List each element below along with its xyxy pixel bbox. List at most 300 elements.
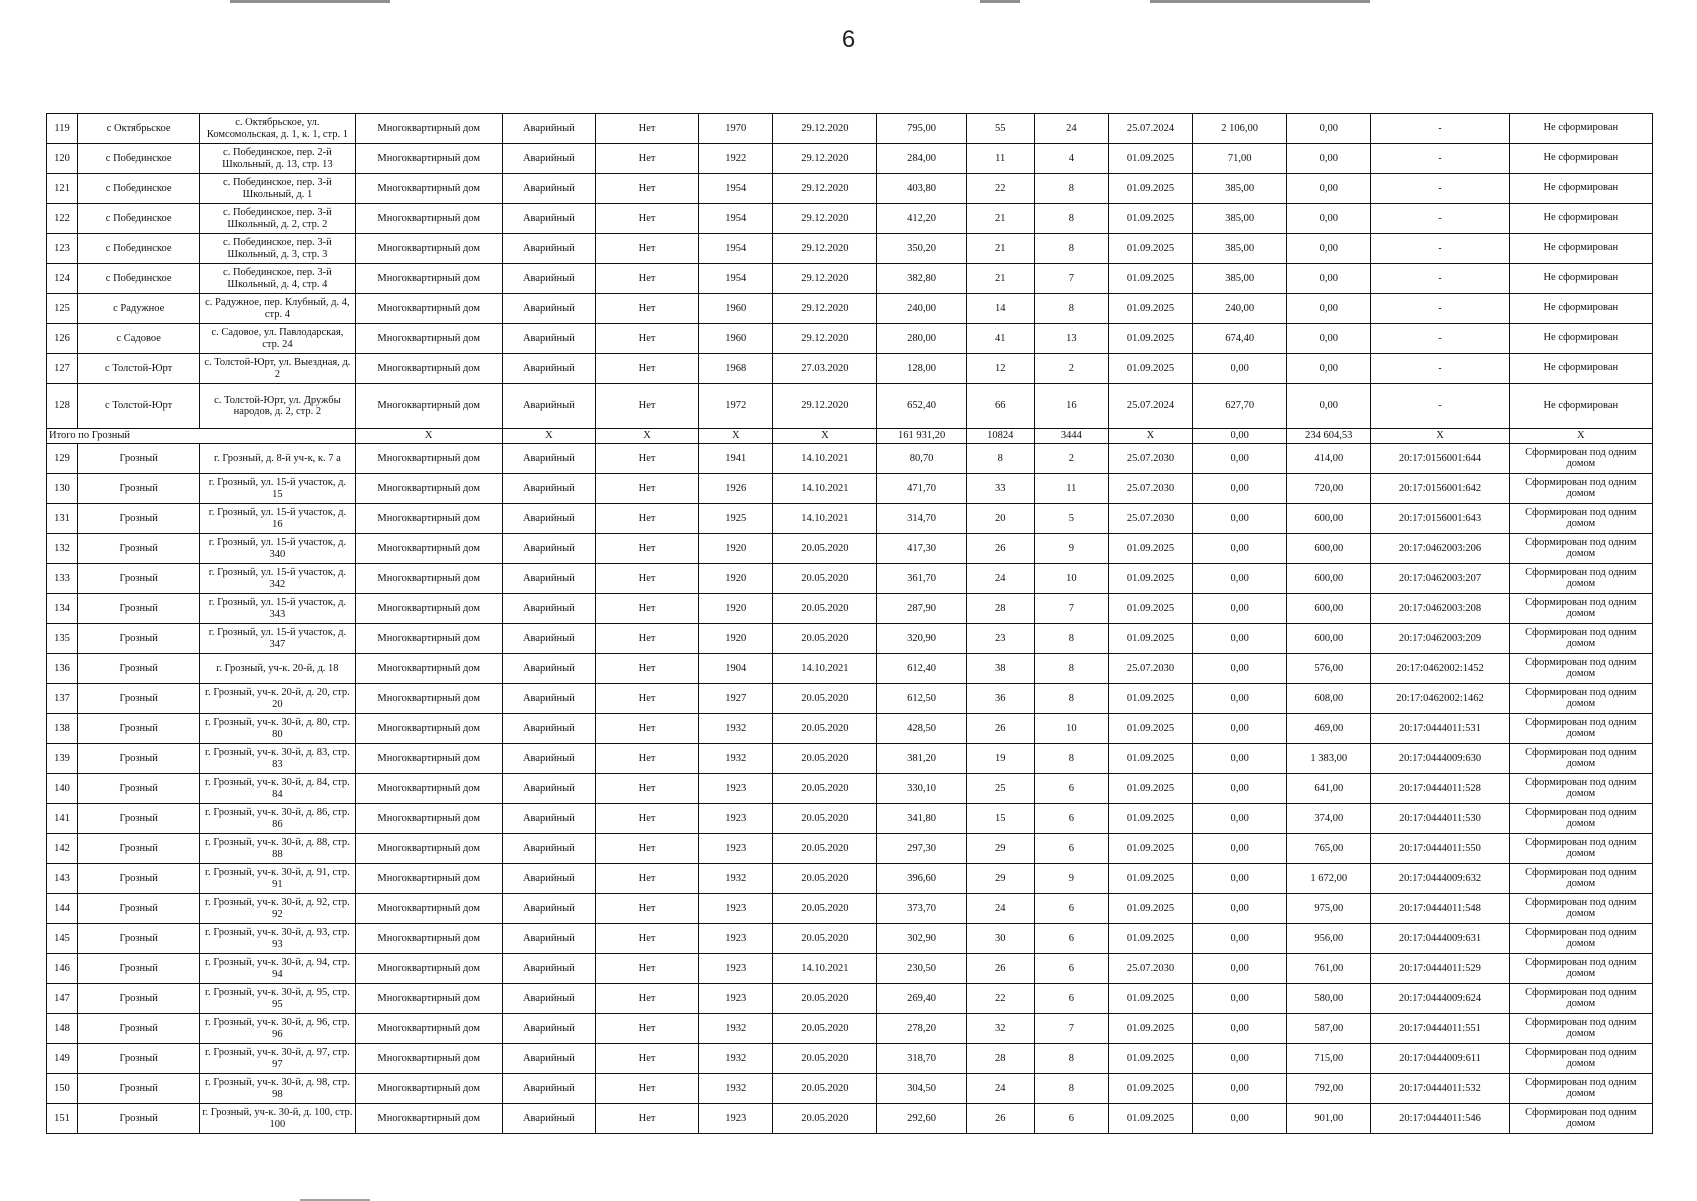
cell-building-type: Многоквартирный дом xyxy=(355,564,502,594)
cell-recognition-date: 29.12.2020 xyxy=(773,174,877,204)
cell-recognition-date: 20.05.2020 xyxy=(773,1044,877,1074)
cell-residents: 38 xyxy=(966,654,1034,684)
cell-relocation-date: 01.09.2025 xyxy=(1108,1044,1192,1074)
cell-residents: 8 xyxy=(966,444,1034,474)
cell-relocation-date: 01.09.2025 xyxy=(1108,1104,1192,1134)
cell-rooms: 6 xyxy=(1034,804,1108,834)
table-row xyxy=(47,864,1653,894)
cell-relocation-date: 01.09.2025 xyxy=(1108,714,1192,744)
total-cell: X xyxy=(699,429,773,444)
cell-condition: Аварийный xyxy=(502,114,595,144)
cell-residents: 11 xyxy=(966,144,1034,174)
cell-building-type: Многоквартирный дом xyxy=(355,984,502,1014)
cell-year-built: 1954 xyxy=(699,234,773,264)
table-row xyxy=(47,1074,1653,1104)
cell-land-status: Сформирован под одним домом xyxy=(1509,1044,1652,1074)
cell-rooms: 6 xyxy=(1034,834,1108,864)
cell-row-number: 128 xyxy=(47,384,78,429)
cell-total-area: 330,10 xyxy=(877,774,966,804)
cell-land-area: 469,00 xyxy=(1287,714,1371,744)
cell-total-area: 396,60 xyxy=(877,864,966,894)
table-row xyxy=(47,384,1653,429)
cell-building-type: Многоквартирный дом xyxy=(355,594,502,624)
cell-cadastral-number: 20:17:0444009:611 xyxy=(1371,1044,1509,1074)
cell-rooms: 8 xyxy=(1034,654,1108,684)
cell-cadastral-number: - xyxy=(1371,204,1509,234)
cell-year-built: 1922 xyxy=(699,144,773,174)
cell-cultural-heritage: Нет xyxy=(595,624,698,654)
cell-building-type: Многоквартирный дом xyxy=(355,774,502,804)
cell-area-value: 385,00 xyxy=(1193,264,1287,294)
table-row xyxy=(47,1104,1653,1134)
cell-year-built: 1932 xyxy=(699,744,773,774)
cell-cadastral-number: 20:17:0444011:546 xyxy=(1371,1104,1509,1134)
cell-year-built: 1920 xyxy=(699,534,773,564)
cell-residents: 41 xyxy=(966,324,1034,354)
cell-recognition-date: 29.12.2020 xyxy=(773,114,877,144)
cell-year-built: 1954 xyxy=(699,264,773,294)
cell-relocation-date: 01.09.2025 xyxy=(1108,864,1192,894)
cell-condition: Аварийный xyxy=(502,594,595,624)
table-body-after-total xyxy=(47,444,1653,1134)
cell-year-built: 1904 xyxy=(699,654,773,684)
cell-building-type: Многоквартирный дом xyxy=(355,744,502,774)
cell-area-value: 0,00 xyxy=(1193,774,1287,804)
cell-row-number: 132 xyxy=(47,534,78,564)
cell-relocation-date: 01.09.2025 xyxy=(1108,324,1192,354)
cell-area-value: 674,40 xyxy=(1193,324,1287,354)
cell-total-area: 471,70 xyxy=(877,474,966,504)
cell-residents: 55 xyxy=(966,114,1034,144)
cell-recognition-date: 29.12.2020 xyxy=(773,234,877,264)
total-cell: X xyxy=(1509,429,1652,444)
cell-residents: 29 xyxy=(966,834,1034,864)
cell-total-area: 292,60 xyxy=(877,1104,966,1134)
cell-land-area: 956,00 xyxy=(1287,924,1371,954)
cell-land-status: Сформирован под одним домом xyxy=(1509,534,1652,564)
cell-recognition-date: 29.12.2020 xyxy=(773,324,877,354)
cell-recognition-date: 20.05.2020 xyxy=(773,564,877,594)
cell-rooms: 10 xyxy=(1034,564,1108,594)
cell-land-area: 600,00 xyxy=(1287,594,1371,624)
cell-building-type: Многоквартирный дом xyxy=(355,864,502,894)
table-row xyxy=(47,444,1653,474)
cell-area-value: 385,00 xyxy=(1193,204,1287,234)
cell-cultural-heritage: Нет xyxy=(595,984,698,1014)
cell-building-type: Многоквартирный дом xyxy=(355,1014,502,1044)
cell-address: г. Грозный, уч-к. 30-й, д. 100, стр. 100 xyxy=(200,1104,355,1134)
cell-cultural-heritage: Нет xyxy=(595,234,698,264)
cell-address: с. Побединское, пер. 3-й Школьный, д. 3, стр. 3 xyxy=(200,234,355,264)
cell-row-number: 133 xyxy=(47,564,78,594)
cell-building-type: Многоквартирный дом xyxy=(355,174,502,204)
cell-relocation-date: 25.07.2030 xyxy=(1108,654,1192,684)
cell-condition: Аварийный xyxy=(502,354,595,384)
table-row xyxy=(47,324,1653,354)
cell-cultural-heritage: Нет xyxy=(595,1104,698,1134)
cell-row-number: 149 xyxy=(47,1044,78,1074)
cell-settlement: с Садовое xyxy=(78,324,200,354)
cell-total-area: 302,90 xyxy=(877,924,966,954)
cell-rooms: 2 xyxy=(1034,444,1108,474)
cell-year-built: 1920 xyxy=(699,624,773,654)
cell-address: г. Грозный, уч-к. 30-й, д. 83, стр. 83 xyxy=(200,744,355,774)
cell-cultural-heritage: Нет xyxy=(595,894,698,924)
cell-total-area: 652,40 xyxy=(877,384,966,429)
cell-address: г. Грозный, уч-к. 30-й, д. 96, стр. 96 xyxy=(200,1014,355,1044)
cell-area-value: 385,00 xyxy=(1193,234,1287,264)
cell-settlement: с Побединское xyxy=(78,204,200,234)
cell-condition: Аварийный xyxy=(502,714,595,744)
cell-row-number: 138 xyxy=(47,714,78,744)
cell-cadastral-number: 20:17:0444011:531 xyxy=(1371,714,1509,744)
cell-rooms: 8 xyxy=(1034,204,1108,234)
cell-land-status: Не сформирован xyxy=(1509,144,1652,174)
cell-rooms: 7 xyxy=(1034,264,1108,294)
cell-settlement: Грозный xyxy=(78,954,200,984)
cell-cadastral-number: 20:17:0462003:209 xyxy=(1371,624,1509,654)
cell-condition: Аварийный xyxy=(502,924,595,954)
cell-row-number: 150 xyxy=(47,1074,78,1104)
total-label: Итого по Грозный xyxy=(47,429,356,444)
cell-residents: 26 xyxy=(966,1104,1034,1134)
cell-settlement: Грозный xyxy=(78,504,200,534)
cell-condition: Аварийный xyxy=(502,1044,595,1074)
cell-cadastral-number: 20:17:0444011:530 xyxy=(1371,804,1509,834)
cell-area-value: 0,00 xyxy=(1193,504,1287,534)
cell-relocation-date: 01.09.2025 xyxy=(1108,1074,1192,1104)
cell-rooms: 6 xyxy=(1034,894,1108,924)
cell-address: г. Грозный, уч-к. 30-й, д. 91, стр. 91 xyxy=(200,864,355,894)
cell-total-area: 269,40 xyxy=(877,984,966,1014)
table-row xyxy=(47,984,1653,1014)
cell-residents: 33 xyxy=(966,474,1034,504)
cell-rooms: 2 xyxy=(1034,354,1108,384)
cell-settlement: Грозный xyxy=(78,864,200,894)
cell-year-built: 1932 xyxy=(699,1014,773,1044)
cell-settlement: Грозный xyxy=(78,834,200,864)
cell-year-built: 1923 xyxy=(699,984,773,1014)
cell-year-built: 1920 xyxy=(699,594,773,624)
cell-total-area: 417,30 xyxy=(877,534,966,564)
cell-condition: Аварийный xyxy=(502,864,595,894)
cell-cultural-heritage: Нет xyxy=(595,324,698,354)
cell-rooms: 6 xyxy=(1034,1104,1108,1134)
cell-relocation-date: 01.09.2025 xyxy=(1108,264,1192,294)
cell-row-number: 134 xyxy=(47,594,78,624)
cell-relocation-date: 01.09.2025 xyxy=(1108,534,1192,564)
cell-relocation-date: 25.07.2024 xyxy=(1108,114,1192,144)
table-row xyxy=(47,954,1653,984)
table-row xyxy=(47,534,1653,564)
cell-condition: Аварийный xyxy=(502,204,595,234)
cell-land-status: Сформирован под одним домом xyxy=(1509,474,1652,504)
cell-residents: 21 xyxy=(966,234,1034,264)
table-row xyxy=(47,714,1653,744)
cell-cultural-heritage: Нет xyxy=(595,1014,698,1044)
cell-cadastral-number: 20:17:0444009:631 xyxy=(1371,924,1509,954)
cell-settlement: Грозный xyxy=(78,924,200,954)
cell-year-built: 1932 xyxy=(699,1074,773,1104)
cell-recognition-date: 20.05.2020 xyxy=(773,684,877,714)
cell-address: г. Грозный, ул. 15-й участок, д. 340 xyxy=(200,534,355,564)
cell-area-value: 0,00 xyxy=(1193,1014,1287,1044)
cell-cadastral-number: 20:17:0444009:630 xyxy=(1371,744,1509,774)
cell-land-area: 0,00 xyxy=(1287,294,1371,324)
cell-total-area: 320,90 xyxy=(877,624,966,654)
cell-building-type: Многоквартирный дом xyxy=(355,474,502,504)
cell-address: г. Грозный, уч-к. 20-й, д. 18 xyxy=(200,654,355,684)
cell-building-type: Многоквартирный дом xyxy=(355,294,502,324)
table-row xyxy=(47,774,1653,804)
cell-cadastral-number: 20:17:0444011:548 xyxy=(1371,894,1509,924)
table-row xyxy=(47,294,1653,324)
cell-rooms: 10 xyxy=(1034,714,1108,744)
cell-row-number: 145 xyxy=(47,924,78,954)
cell-year-built: 1923 xyxy=(699,1104,773,1134)
cell-land-area: 576,00 xyxy=(1287,654,1371,684)
cell-building-type: Многоквартирный дом xyxy=(355,624,502,654)
cell-recognition-date: 20.05.2020 xyxy=(773,744,877,774)
cell-row-number: 140 xyxy=(47,774,78,804)
cell-settlement: с Толстой-Юрт xyxy=(78,384,200,429)
cell-area-value: 627,70 xyxy=(1193,384,1287,429)
cell-cadastral-number: - xyxy=(1371,324,1509,354)
cell-relocation-date: 01.09.2025 xyxy=(1108,924,1192,954)
cell-cadastral-number: - xyxy=(1371,264,1509,294)
cell-cultural-heritage: Нет xyxy=(595,744,698,774)
cell-condition: Аварийный xyxy=(502,834,595,864)
cell-land-status: Сформирован под одним домом xyxy=(1509,654,1652,684)
cell-recognition-date: 20.05.2020 xyxy=(773,1104,877,1134)
table-row xyxy=(47,804,1653,834)
cell-land-area: 0,00 xyxy=(1287,204,1371,234)
table-row xyxy=(47,564,1653,594)
cell-area-value: 240,00 xyxy=(1193,294,1287,324)
cell-area-value: 0,00 xyxy=(1193,444,1287,474)
cell-residents: 19 xyxy=(966,744,1034,774)
cell-land-status: Сформирован под одним домом xyxy=(1509,684,1652,714)
cell-residents: 21 xyxy=(966,264,1034,294)
cell-settlement: Грозный xyxy=(78,684,200,714)
cell-area-value: 385,00 xyxy=(1193,174,1287,204)
cell-address: с. Побединское, пер. 2-й Школьный, д. 13, стр. 13 xyxy=(200,144,355,174)
cell-settlement: с Радужное xyxy=(78,294,200,324)
cell-land-area: 0,00 xyxy=(1287,264,1371,294)
cell-relocation-date: 25.07.2030 xyxy=(1108,444,1192,474)
cell-area-value: 0,00 xyxy=(1193,474,1287,504)
cell-cultural-heritage: Нет xyxy=(595,444,698,474)
cell-year-built: 1923 xyxy=(699,954,773,984)
cell-rooms: 8 xyxy=(1034,174,1108,204)
cell-relocation-date: 25.07.2030 xyxy=(1108,954,1192,984)
cell-recognition-date: 29.12.2020 xyxy=(773,264,877,294)
cell-condition: Аварийный xyxy=(502,474,595,504)
cell-recognition-date: 20.05.2020 xyxy=(773,624,877,654)
cell-land-status: Сформирован под одним домом xyxy=(1509,864,1652,894)
cell-relocation-date: 01.09.2025 xyxy=(1108,594,1192,624)
cell-condition: Аварийный xyxy=(502,1014,595,1044)
cell-area-value: 0,00 xyxy=(1193,894,1287,924)
cell-settlement: Грозный xyxy=(78,744,200,774)
cell-rooms: 5 xyxy=(1034,504,1108,534)
cell-land-status: Не сформирован xyxy=(1509,174,1652,204)
cell-year-built: 1960 xyxy=(699,324,773,354)
cell-address: г. Грозный, ул. 15-й участок, д. 342 xyxy=(200,564,355,594)
cell-land-area: 600,00 xyxy=(1287,564,1371,594)
table-row xyxy=(47,114,1653,144)
cell-cultural-heritage: Нет xyxy=(595,924,698,954)
cell-condition: Аварийный xyxy=(502,1074,595,1104)
cell-recognition-date: 20.05.2020 xyxy=(773,774,877,804)
cell-total-area: 612,40 xyxy=(877,654,966,684)
cell-land-status: Сформирован под одним домом xyxy=(1509,714,1652,744)
cell-cultural-heritage: Нет xyxy=(595,264,698,294)
total-row-group xyxy=(47,429,1653,444)
cell-rooms: 4 xyxy=(1034,144,1108,174)
cell-settlement: с Побединское xyxy=(78,234,200,264)
cell-recognition-date: 20.05.2020 xyxy=(773,594,877,624)
cell-recognition-date: 20.05.2020 xyxy=(773,804,877,834)
cell-row-number: 123 xyxy=(47,234,78,264)
cell-condition: Аварийный xyxy=(502,294,595,324)
table-row xyxy=(47,144,1653,174)
table-row xyxy=(47,474,1653,504)
cell-land-area: 580,00 xyxy=(1287,984,1371,1014)
cell-total-area: 280,00 xyxy=(877,324,966,354)
cell-cultural-heritage: Нет xyxy=(595,1044,698,1074)
cell-address: с. Побединское, пер. 3-й Школьный, д. 2, стр. 2 xyxy=(200,204,355,234)
cell-settlement: Грозный xyxy=(78,624,200,654)
cell-year-built: 1954 xyxy=(699,174,773,204)
cell-recognition-date: 20.05.2020 xyxy=(773,834,877,864)
cell-building-type: Многоквартирный дом xyxy=(355,264,502,294)
cell-rooms: 8 xyxy=(1034,684,1108,714)
cell-building-type: Многоквартирный дом xyxy=(355,444,502,474)
cell-condition: Аварийный xyxy=(502,564,595,594)
cell-building-type: Многоквартирный дом xyxy=(355,1074,502,1104)
cell-land-status: Сформирован под одним домом xyxy=(1509,744,1652,774)
cell-relocation-date: 01.09.2025 xyxy=(1108,204,1192,234)
cell-row-number: 130 xyxy=(47,474,78,504)
cell-cadastral-number: - xyxy=(1371,144,1509,174)
cell-building-type: Многоквартирный дом xyxy=(355,504,502,534)
cell-recognition-date: 14.10.2021 xyxy=(773,954,877,984)
page-number: 6 xyxy=(841,26,856,53)
cell-building-type: Многоквартирный дом xyxy=(355,654,502,684)
cell-residents: 22 xyxy=(966,174,1034,204)
cell-rooms: 24 xyxy=(1034,114,1108,144)
cell-cadastral-number: - xyxy=(1371,294,1509,324)
cell-settlement: Грозный xyxy=(78,804,200,834)
cell-land-area: 374,00 xyxy=(1287,804,1371,834)
cell-relocation-date: 01.09.2025 xyxy=(1108,684,1192,714)
cell-rooms: 8 xyxy=(1034,1074,1108,1104)
total-cell: 0,00 xyxy=(1193,429,1287,444)
cell-address: с. Побединское, пер. 3-й Школьный, д. 4, стр. 4 xyxy=(200,264,355,294)
cell-year-built: 1970 xyxy=(699,114,773,144)
cell-relocation-date: 01.09.2025 xyxy=(1108,624,1192,654)
cell-year-built: 1932 xyxy=(699,1044,773,1074)
cell-land-area: 1 672,00 xyxy=(1287,864,1371,894)
cell-land-area: 715,00 xyxy=(1287,1044,1371,1074)
cell-recognition-date: 20.05.2020 xyxy=(773,894,877,924)
cell-relocation-date: 01.09.2025 xyxy=(1108,144,1192,174)
cell-land-status: Не сформирован xyxy=(1509,354,1652,384)
cell-land-area: 587,00 xyxy=(1287,1014,1371,1044)
cell-row-number: 120 xyxy=(47,144,78,174)
cell-building-type: Многоквартирный дом xyxy=(355,834,502,864)
cell-cadastral-number: 20:17:0462002:1452 xyxy=(1371,654,1509,684)
cell-condition: Аварийный xyxy=(502,894,595,924)
cell-residents: 36 xyxy=(966,684,1034,714)
cell-condition: Аварийный xyxy=(502,324,595,354)
cell-total-area: 341,80 xyxy=(877,804,966,834)
cell-recognition-date: 20.05.2020 xyxy=(773,714,877,744)
cell-relocation-date: 25.07.2030 xyxy=(1108,474,1192,504)
scan-artifact-top xyxy=(230,0,390,3)
total-cell: X xyxy=(1371,429,1509,444)
cell-cultural-heritage: Нет xyxy=(595,474,698,504)
cell-cadastral-number: - xyxy=(1371,354,1509,384)
cell-area-value: 0,00 xyxy=(1193,984,1287,1014)
cell-residents: 26 xyxy=(966,534,1034,564)
cell-area-value: 0,00 xyxy=(1193,714,1287,744)
cell-rooms: 11 xyxy=(1034,474,1108,504)
cell-land-area: 641,00 xyxy=(1287,774,1371,804)
cell-year-built: 1927 xyxy=(699,684,773,714)
cell-address: г. Грозный, ул. 15-й участок, д. 16 xyxy=(200,504,355,534)
cell-land-area: 0,00 xyxy=(1287,174,1371,204)
table-row xyxy=(47,744,1653,774)
cell-land-status: Сформирован под одним домом xyxy=(1509,924,1652,954)
cell-condition: Аварийный xyxy=(502,504,595,534)
cell-building-type: Многоквартирный дом xyxy=(355,1044,502,1074)
cell-relocation-date: 01.09.2025 xyxy=(1108,354,1192,384)
cell-residents: 25 xyxy=(966,774,1034,804)
cell-residents: 29 xyxy=(966,864,1034,894)
cell-address: г. Грозный, уч-к. 30-й, д. 94, стр. 94 xyxy=(200,954,355,984)
cell-residents: 21 xyxy=(966,204,1034,234)
cell-condition: Аварийный xyxy=(502,744,595,774)
cell-cultural-heritage: Нет xyxy=(595,714,698,744)
cell-address: г. Грозный, уч-к. 30-й, д. 92, стр. 92 xyxy=(200,894,355,924)
cell-address: г. Грозный, ул. 15-й участок, д. 347 xyxy=(200,624,355,654)
cell-land-area: 600,00 xyxy=(1287,534,1371,564)
cell-land-area: 792,00 xyxy=(1287,1074,1371,1104)
cell-total-area: 361,70 xyxy=(877,564,966,594)
cell-total-area: 314,70 xyxy=(877,504,966,534)
cell-recognition-date: 20.05.2020 xyxy=(773,1014,877,1044)
cell-settlement: Грозный xyxy=(78,474,200,504)
cell-year-built: 1926 xyxy=(699,474,773,504)
cell-settlement: Грозный xyxy=(78,444,200,474)
cell-land-area: 608,00 xyxy=(1287,684,1371,714)
cell-address: г. Грозный, уч-к. 30-й, д. 93, стр. 93 xyxy=(200,924,355,954)
cell-year-built: 1968 xyxy=(699,354,773,384)
cell-relocation-date: 25.07.2030 xyxy=(1108,504,1192,534)
cell-area-value: 0,00 xyxy=(1193,1104,1287,1134)
cell-land-area: 0,00 xyxy=(1287,324,1371,354)
cell-land-area: 600,00 xyxy=(1287,624,1371,654)
table-row xyxy=(47,234,1653,264)
table-row xyxy=(47,684,1653,714)
cell-year-built: 1923 xyxy=(699,804,773,834)
cell-cultural-heritage: Нет xyxy=(595,954,698,984)
cell-land-status: Сформирован под одним домом xyxy=(1509,804,1652,834)
cell-settlement: Грозный xyxy=(78,564,200,594)
cell-relocation-date: 01.09.2025 xyxy=(1108,234,1192,264)
